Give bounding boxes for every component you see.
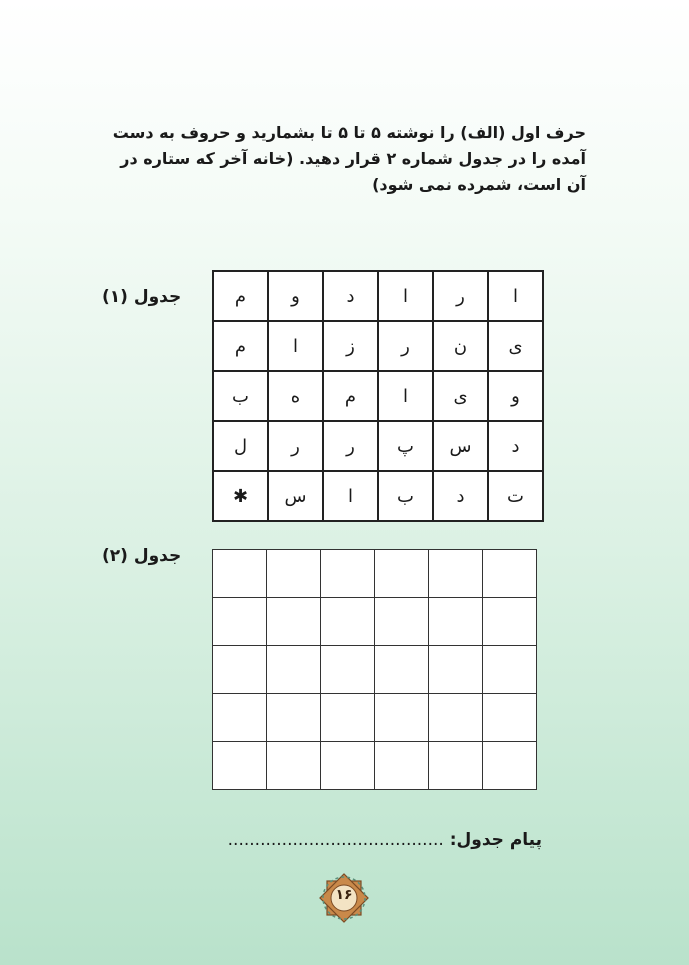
answer-cell[interactable]	[483, 598, 537, 646]
table-message	[228, 830, 542, 850]
message-label: پیام جدول:	[449, 830, 542, 850]
answer-cell[interactable]	[375, 742, 429, 790]
instructions-text: حرف اول (الف) را نوشته ۵ تا ۵ تا بشمارید و حروف به دست آمده را در جدول شماره ۲ قرار دهید. (خانه آخر که ستاره در آن است، شمرده نمی شود)	[112, 123, 586, 194]
message-blank[interactable]: ........................................	[227, 830, 444, 850]
grid-cell: و	[268, 271, 323, 321]
grid-cell: م	[213, 271, 268, 321]
answer-cell[interactable]	[267, 694, 321, 742]
answer-cell[interactable]	[321, 598, 375, 646]
answer-cell[interactable]	[375, 694, 429, 742]
answer-cell[interactable]	[267, 646, 321, 694]
answer-cell[interactable]	[429, 598, 483, 646]
grid-cell: ر	[433, 271, 488, 321]
page-number: ۱۶	[335, 887, 353, 903]
grid-cell: ب	[378, 471, 433, 521]
answer-cell[interactable]	[213, 598, 267, 646]
grid-cell: م	[323, 371, 378, 421]
grid-cell: د	[433, 471, 488, 521]
grid-cell: م	[213, 321, 268, 371]
answer-cell[interactable]	[429, 550, 483, 598]
answer-cell[interactable]	[483, 694, 537, 742]
answer-cell[interactable]	[429, 742, 483, 790]
answer-cell[interactable]	[483, 646, 537, 694]
grid-cell: س	[433, 421, 488, 471]
grid-cell: پ	[378, 421, 433, 471]
answer-cell[interactable]	[321, 646, 375, 694]
answer-cell[interactable]	[429, 646, 483, 694]
grid-cell: د	[323, 271, 378, 321]
grid-row	[213, 321, 543, 371]
grid-cell: ا	[268, 321, 323, 371]
answer-cell[interactable]	[321, 550, 375, 598]
grid-row	[213, 646, 537, 694]
answer-cell[interactable]	[483, 550, 537, 598]
grid-cell: د	[488, 421, 543, 471]
grid-row	[213, 550, 537, 598]
grid-cell: ت	[488, 471, 543, 521]
grid-cell: ا	[378, 271, 433, 321]
answer-cell[interactable]	[267, 742, 321, 790]
grid-cell: ل	[213, 421, 268, 471]
grid-cell: ی	[433, 371, 488, 421]
table2-label: جدول (۲)	[102, 546, 182, 566]
answer-cell[interactable]	[213, 646, 267, 694]
grid-cell: ن	[433, 321, 488, 371]
grid-cell: و	[488, 371, 543, 421]
answer-cell[interactable]	[429, 694, 483, 742]
grid-row	[213, 421, 543, 471]
answer-cell[interactable]	[375, 550, 429, 598]
grid-cell: ا	[488, 271, 543, 321]
grid-row	[213, 742, 537, 790]
star-icon: ✱	[213, 471, 268, 521]
grid-cell: ا	[378, 371, 433, 421]
grid-row	[213, 271, 543, 321]
grid-cell: ر	[378, 321, 433, 371]
answer-cell[interactable]	[267, 598, 321, 646]
answer-grid	[212, 549, 537, 790]
answer-cell[interactable]	[321, 742, 375, 790]
grid-row	[213, 694, 537, 742]
grid-cell: ز	[323, 321, 378, 371]
answer-cell[interactable]	[375, 598, 429, 646]
grid-cell: ر	[268, 421, 323, 471]
answer-cell[interactable]	[375, 646, 429, 694]
letter-grid	[212, 270, 544, 522]
answer-cell[interactable]	[483, 742, 537, 790]
grid-row	[213, 371, 543, 421]
grid-cell: ی	[488, 321, 543, 371]
grid-cell: ه	[268, 371, 323, 421]
grid-cell: ب	[213, 371, 268, 421]
grid-row	[213, 471, 543, 521]
answer-cell[interactable]	[213, 550, 267, 598]
answer-cell[interactable]	[213, 742, 267, 790]
table1-label: جدول (۱)	[102, 287, 182, 307]
answer-cell[interactable]	[213, 694, 267, 742]
answer-cell[interactable]	[267, 550, 321, 598]
answer-cell[interactable]	[321, 694, 375, 742]
page-number-badge	[319, 873, 369, 923]
grid-cell: ا	[323, 471, 378, 521]
grid-cell: ر	[323, 421, 378, 471]
grid-row	[213, 598, 537, 646]
grid-cell: س	[268, 471, 323, 521]
